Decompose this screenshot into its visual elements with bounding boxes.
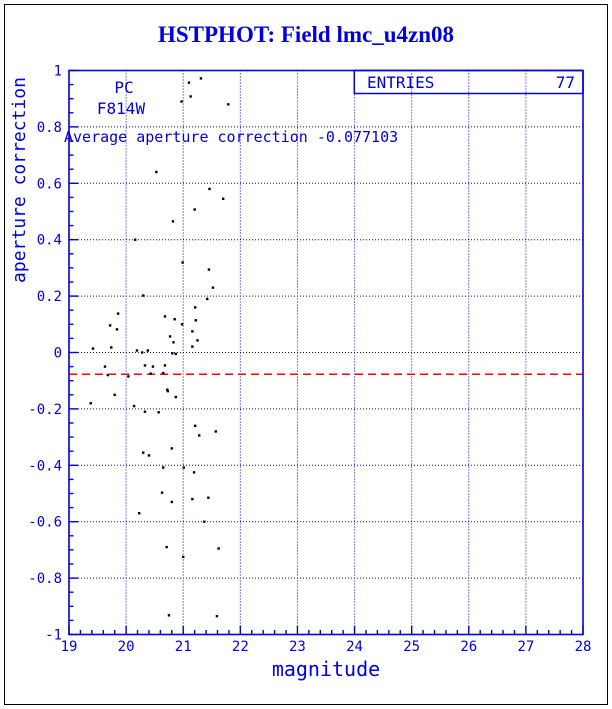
data-point [104,365,106,367]
data-point [171,352,173,354]
y-tick-label: -0.8 [28,571,62,588]
y-tick-label: 1 [53,63,62,80]
data-point [215,430,217,432]
data-point [180,100,182,102]
data-point [200,77,202,79]
data-point [216,615,218,617]
data-point [109,324,111,326]
data-point [92,347,94,349]
data-point [110,346,112,348]
plot-frame [69,71,583,635]
data-point [207,497,209,499]
data-point [175,396,177,398]
data-point [173,318,175,320]
data-point [217,547,219,549]
data-point [222,198,224,200]
data-point [193,208,195,210]
data-point [195,319,197,321]
data-point [116,328,118,330]
x-tick-label: 22 [231,639,249,655]
data-point [144,411,146,413]
data-point [144,364,146,366]
x-tick-label: 25 [403,639,421,655]
y-tick-label: -0.2 [28,401,62,418]
data-point [133,405,135,407]
data-point [171,501,173,503]
data-points-layer [90,77,230,617]
data-point [136,349,138,351]
page-title: HSTPHOT: Field lmc_u4zn08 [157,22,455,47]
data-point [162,372,164,374]
detector-label: PC [114,78,134,97]
y-tick-label: 0 [53,345,62,362]
data-point [117,312,119,314]
data-point [155,171,157,173]
data-point [183,466,185,468]
data-point [208,188,210,190]
x-tick-label: 26 [460,639,478,655]
x-tick-label: 27 [517,639,535,655]
data-point [90,402,92,404]
entries-label: ENTRIES [367,73,435,92]
data-point [189,95,191,97]
data-point [172,220,174,222]
y-tick-label: -1 [45,627,62,644]
grid-layer [69,71,583,635]
data-point [148,454,150,456]
data-point [175,353,177,355]
data-point [127,375,129,377]
data-point [168,614,170,616]
data-point [162,466,164,468]
data-point [165,546,167,548]
data-point [206,298,208,300]
data-point [152,365,154,367]
y-tick-label: 0.2 [36,289,62,306]
y-tick-label: 0.8 [36,119,62,136]
data-point [142,294,144,296]
data-point [188,81,190,83]
x-tick-label: 28 [574,639,592,655]
data-point [194,425,196,427]
data-point [194,306,196,308]
data-point [142,451,144,453]
y-tick-label: 0.6 [36,176,62,193]
data-point [203,521,205,523]
data-point [181,323,183,325]
data-point [193,471,195,473]
x-tick-label: 20 [117,639,135,655]
data-point [149,372,151,374]
axes-layer [69,71,583,635]
data-point [171,447,173,449]
filter-label: F814W [96,99,146,118]
data-point [167,390,169,392]
data-point [182,556,184,558]
data-point [196,339,198,341]
entries-value: 77 [555,73,575,92]
y-axis-title: aperture correction [9,77,30,283]
data-point [134,239,136,241]
data-point [138,512,140,514]
data-point [208,268,210,270]
data-point [157,411,159,413]
data-point [164,364,166,366]
y-tick-label: -0.4 [28,458,62,475]
data-point [198,434,200,436]
tick-labels-layer [28,64,591,656]
data-point [181,261,183,263]
data-point [147,349,149,351]
data-point [227,103,229,105]
data-point [169,335,171,337]
data-point [164,315,166,317]
x-axis-title: magnitude [271,657,381,681]
data-point [172,341,174,343]
data-point [113,394,115,396]
data-point [107,374,109,376]
data-point [212,286,214,288]
data-point [161,491,163,493]
data-point [191,330,193,332]
x-tick-label: 24 [346,639,363,655]
data-point [191,345,193,347]
data-point [191,498,193,500]
x-tick-label: 21 [174,639,192,655]
x-tick-label: 23 [289,639,306,655]
average-correction-label: Average aperture correction -0.077103 [64,128,399,146]
y-tick-label: 0.4 [36,232,62,249]
x-tick-label: 19 [60,639,78,655]
y-tick-label: -0.6 [28,514,62,531]
data-point [141,351,143,353]
